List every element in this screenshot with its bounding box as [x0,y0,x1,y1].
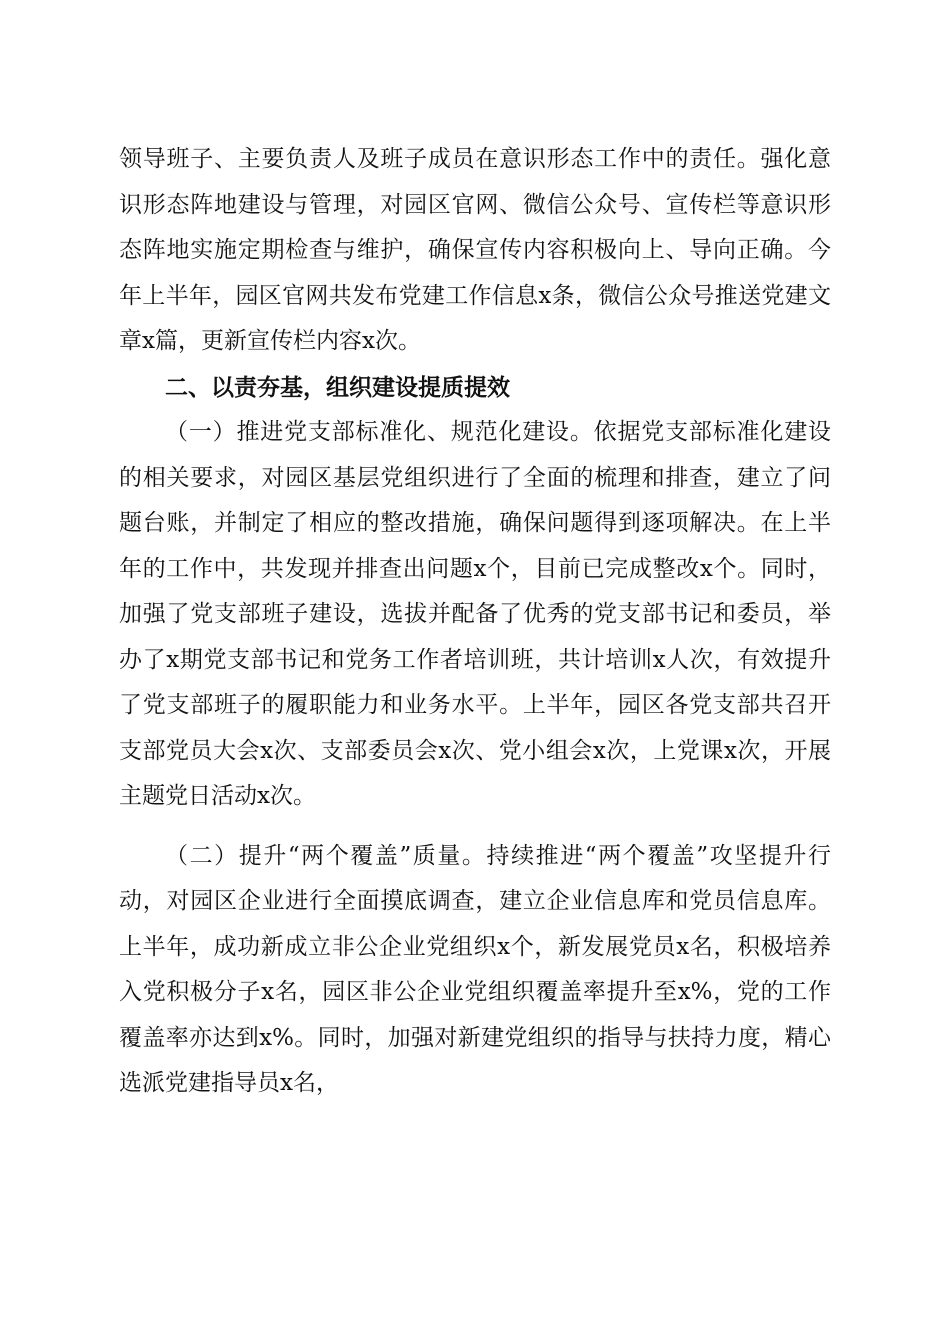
paragraph-ideology-work: 领导班子、主要负责人及班子成员在意识形态工作中的责任。强化意识形态阵地建设与管理，对园区官网、微信公众号、宣传栏等意识形态阵地实施定期检查与维护，确保宣传内容积极向上、导向正确。今年上半年，园区官网共发布党建工作信息x条，微信公众号推送党建文章x篇，更新宣传栏内容x次。 [119,146,831,354]
subsection-title: （二）提升“两个覆盖”质量。 [165,842,487,869]
section-heading: 二、以责夯基，组织建设提质提效 [165,373,510,401]
paragraph-two-coverage [119,834,831,1107]
subsection-title: （一）推进党支部标准化、规范化建设。 [165,419,594,445]
paragraph-text: 持续推进“两个覆盖”攻坚提升行动，对园区企业进行全面摸底调查，建立企业信息库和党员信息库。上半年，成功新成立非公企业党组织x个，新发展党员x名，积极培养入党积极分子x名，园区非公企业党组织覆盖率提升至x%，党的工作覆盖率亦达到x%。同时，加强对新建党组织的指导与扶持力度，精心选派党建指导员x名， [119,842,831,1096]
paragraph-branch-standardization [119,410,831,820]
paragraph-text: 依据党支部标准化建设的相关要求，对园区基层党组织进行了全面的梳理和排查，建立了问题台账，并制定了相应的整改措施，确保问题得到逐项解决。在上半年的工作中，共发现并排查出问题x个，目前已完成整改x个。同时，加强了党支部班子建设，选拔并配备了优秀的党支部书记和委员，举办了x期党支部书记和党务工作者培训班，共计培训x人次，有效提升了党支部班子的履职能力和业务水平。上半年，园区各党支部共召开支部党员大会x次、支部委员会x次、党小组会x次，上党课x次，开展主题党日活动x次。 [119,419,832,809]
document-body [119,137,831,1107]
